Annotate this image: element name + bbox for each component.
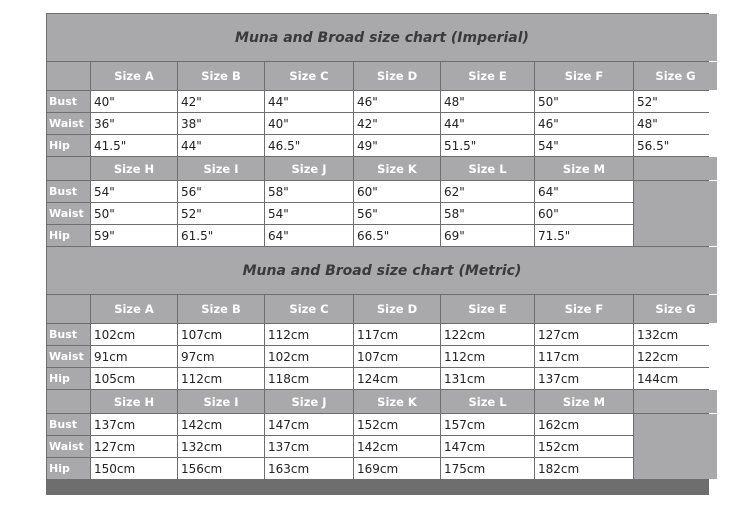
measurement-label-waist: Waist <box>47 436 90 457</box>
size-value-cell: 41.5" <box>91 135 177 156</box>
measurement-label-waist: Waist <box>47 203 90 224</box>
size-value-cell: 54" <box>265 203 353 224</box>
size-value-cell: 127cm <box>535 324 633 345</box>
measurement-label-waist: Waist <box>47 113 90 134</box>
size-value-cell: 182cm <box>535 458 633 479</box>
size-value-cell: 157cm <box>441 414 534 435</box>
size-value-cell: 58" <box>441 203 534 224</box>
size-value-cell: 127cm <box>91 436 177 457</box>
size-value-cell: 46" <box>354 91 440 112</box>
size-column-header: Size C <box>265 295 353 323</box>
size-chart <box>46 13 709 495</box>
metric-chart-title: Muna and Broad size chart (Metric) <box>47 247 717 294</box>
header-corner <box>47 390 90 413</box>
size-column-header: Size J <box>265 390 353 413</box>
size-value-cell: 52" <box>178 203 264 224</box>
measurement-label-bust: Bust <box>47 414 90 435</box>
measurement-label-bust: Bust <box>47 91 90 112</box>
size-value-cell: 50" <box>91 203 177 224</box>
size-value-cell: 50" <box>535 91 633 112</box>
size-value-cell: 107cm <box>178 324 264 345</box>
size-value-cell: 44" <box>265 91 353 112</box>
size-value-cell: 112cm <box>265 324 353 345</box>
size-value-cell: 58" <box>265 181 353 202</box>
size-value-cell: 54" <box>91 181 177 202</box>
size-value-cell: 59" <box>91 225 177 246</box>
size-value-cell: 64" <box>535 181 633 202</box>
size-chart-grid <box>46 13 709 495</box>
size-value-cell: 137cm <box>535 368 633 389</box>
size-value-cell: 118cm <box>265 368 353 389</box>
size-value-cell: 163cm <box>265 458 353 479</box>
size-value-cell: 38" <box>178 113 264 134</box>
size-value-cell: 131cm <box>441 368 534 389</box>
empty-filler <box>634 390 717 413</box>
size-value-cell: 117cm <box>535 346 633 367</box>
size-value-cell: 40" <box>265 113 353 134</box>
size-column-header: Size A <box>91 295 177 323</box>
size-value-cell: 144cm <box>634 368 717 389</box>
header-corner <box>47 157 90 180</box>
size-value-cell: 46.5" <box>265 135 353 156</box>
size-value-cell: 152cm <box>354 414 440 435</box>
size-column-header: Size J <box>265 157 353 180</box>
measurement-label-hip: Hip <box>47 458 90 479</box>
size-column-header: Size H <box>91 157 177 180</box>
size-value-cell: 147cm <box>441 436 534 457</box>
size-value-cell: 142cm <box>354 436 440 457</box>
size-column-header: Size G <box>634 295 717 323</box>
measurement-label-hip: Hip <box>47 135 90 156</box>
size-value-cell: 64" <box>265 225 353 246</box>
size-value-cell: 69" <box>441 225 534 246</box>
size-column-header: Size B <box>178 295 264 323</box>
size-value-cell: 60" <box>354 181 440 202</box>
empty-filler <box>634 414 717 479</box>
size-value-cell: 132cm <box>634 324 717 345</box>
size-value-cell: 156cm <box>178 458 264 479</box>
size-value-cell: 102cm <box>265 346 353 367</box>
size-value-cell: 51.5" <box>441 135 534 156</box>
empty-filler <box>634 157 717 180</box>
size-column-header: Size E <box>441 62 534 90</box>
size-value-cell: 56" <box>354 203 440 224</box>
size-column-header: Size B <box>178 62 264 90</box>
size-value-cell: 124cm <box>354 368 440 389</box>
size-value-cell: 147cm <box>265 414 353 435</box>
size-value-cell: 48" <box>634 113 717 134</box>
size-value-cell: 150cm <box>91 458 177 479</box>
size-value-cell: 107cm <box>354 346 440 367</box>
size-value-cell: 44" <box>178 135 264 156</box>
size-column-header: Size E <box>441 295 534 323</box>
size-column-header: Size D <box>354 62 440 90</box>
size-value-cell: 152cm <box>535 436 633 457</box>
size-value-cell: 122cm <box>441 324 534 345</box>
header-corner <box>47 295 90 323</box>
imperial-chart-title: Muna and Broad size chart (Imperial) <box>47 14 717 61</box>
size-value-cell: 105cm <box>91 368 177 389</box>
size-column-header: Size G <box>634 62 717 90</box>
size-value-cell: 142cm <box>178 414 264 435</box>
size-column-header: Size L <box>441 157 534 180</box>
size-value-cell: 162cm <box>535 414 633 435</box>
size-value-cell: 49" <box>354 135 440 156</box>
size-column-header: Size K <box>354 390 440 413</box>
size-column-header: Size L <box>441 390 534 413</box>
size-value-cell: 169cm <box>354 458 440 479</box>
size-value-cell: 48" <box>441 91 534 112</box>
size-value-cell: 54" <box>535 135 633 156</box>
size-column-header: Size K <box>354 157 440 180</box>
size-column-header: Size F <box>535 295 633 323</box>
size-value-cell: 117cm <box>354 324 440 345</box>
size-value-cell: 102cm <box>91 324 177 345</box>
size-column-header: Size D <box>354 295 440 323</box>
size-column-header: Size I <box>178 390 264 413</box>
size-value-cell: 52" <box>634 91 717 112</box>
measurement-label-waist: Waist <box>47 346 90 367</box>
size-column-header: Size F <box>535 62 633 90</box>
measurement-label-hip: Hip <box>47 368 90 389</box>
size-value-cell: 60" <box>535 203 633 224</box>
size-value-cell: 137cm <box>91 414 177 435</box>
size-value-cell: 122cm <box>634 346 717 367</box>
measurement-label-bust: Bust <box>47 181 90 202</box>
size-column-header: Size C <box>265 62 353 90</box>
size-value-cell: 112cm <box>441 346 534 367</box>
size-value-cell: 36" <box>91 113 177 134</box>
size-value-cell: 40" <box>91 91 177 112</box>
size-column-header: Size H <box>91 390 177 413</box>
measurement-label-bust: Bust <box>47 324 90 345</box>
size-value-cell: 42" <box>354 113 440 134</box>
size-column-header: Size I <box>178 157 264 180</box>
size-value-cell: 137cm <box>265 436 353 457</box>
size-value-cell: 56.5" <box>634 135 717 156</box>
size-value-cell: 61.5" <box>178 225 264 246</box>
size-value-cell: 132cm <box>178 436 264 457</box>
size-value-cell: 97cm <box>178 346 264 367</box>
size-column-header: Size M <box>535 390 633 413</box>
size-value-cell: 66.5" <box>354 225 440 246</box>
size-value-cell: 46" <box>535 113 633 134</box>
size-value-cell: 44" <box>441 113 534 134</box>
size-column-header: Size M <box>535 157 633 180</box>
empty-filler <box>634 181 717 246</box>
size-value-cell: 112cm <box>178 368 264 389</box>
size-value-cell: 71.5" <box>535 225 633 246</box>
measurement-label-hip: Hip <box>47 225 90 246</box>
size-value-cell: 62" <box>441 181 534 202</box>
size-column-header: Size A <box>91 62 177 90</box>
size-value-cell: 91cm <box>91 346 177 367</box>
header-corner <box>47 62 90 90</box>
size-value-cell: 42" <box>178 91 264 112</box>
size-value-cell: 175cm <box>441 458 534 479</box>
size-value-cell: 56" <box>178 181 264 202</box>
